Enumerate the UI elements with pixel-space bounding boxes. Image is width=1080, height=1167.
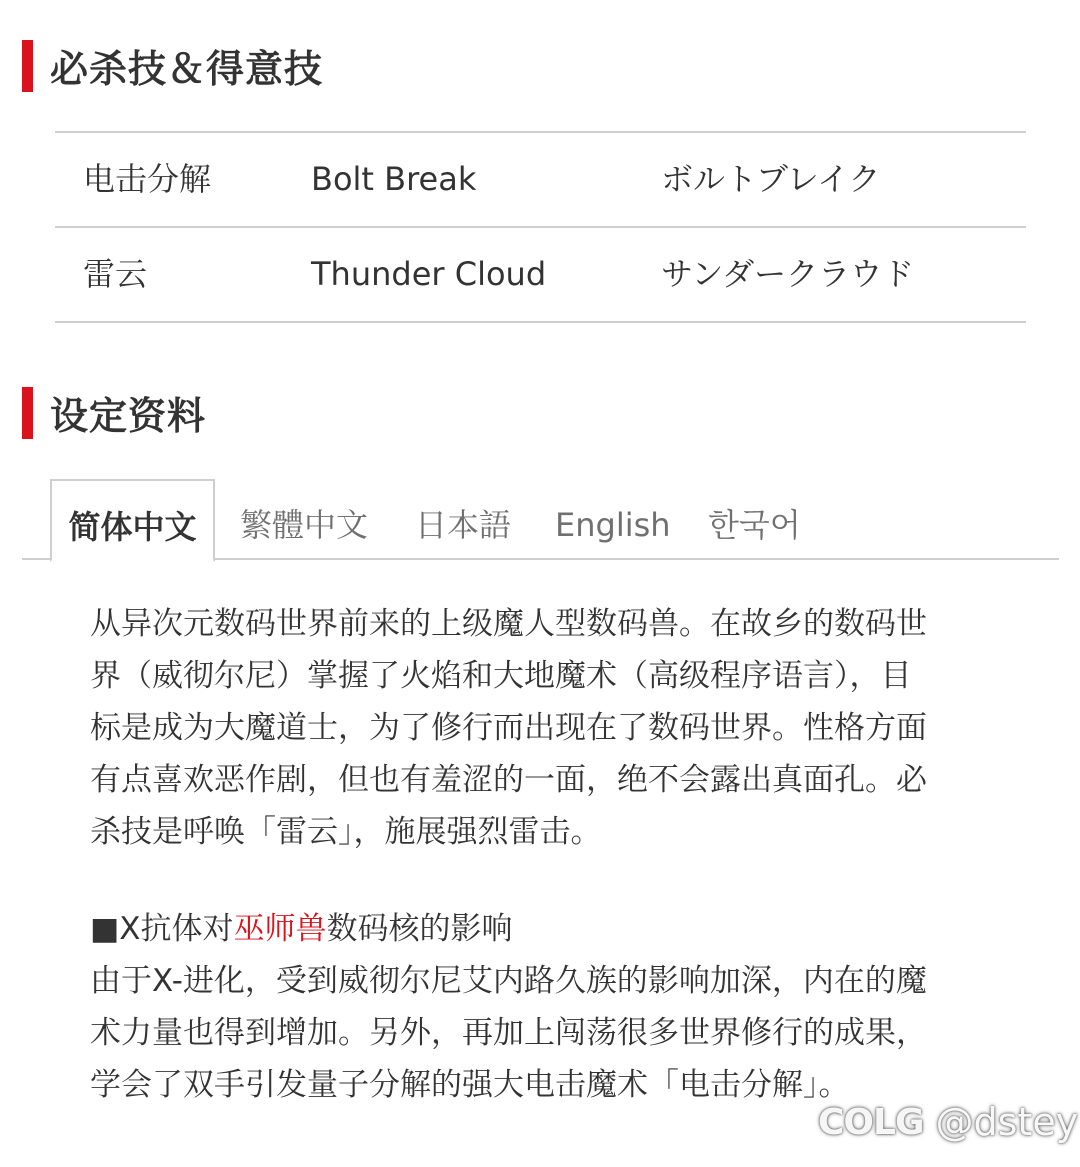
skills-section-heading xyxy=(22,38,323,93)
description-line: 杀技是呼唤「雷云」，施展强烈雷击。 xyxy=(90,814,602,850)
watermark-logo: COLG xyxy=(818,1101,924,1143)
skill-row xyxy=(55,133,1026,228)
description-line: 界（威彻尔尼）掌握了火焰和大地魔术（高级程序语言），目 xyxy=(90,658,912,694)
language-tabs xyxy=(22,479,1059,560)
tab-simplified-chinese[interactable]: 简体中文 xyxy=(50,479,215,562)
description-line: 标是成为大魔道士，为了修行而出现在了数码世界。性格方面 xyxy=(90,710,927,746)
skill-name-en: Bolt Break xyxy=(311,160,477,198)
x-antibody-line: 学会了双手引发量子分解的强大电击魔术「电击分解」。 xyxy=(90,1067,850,1103)
skill-name-jp: ボルトブレイク xyxy=(661,160,881,198)
wizardmon-link[interactable]: 巫师兽 xyxy=(233,911,327,947)
tab-japanese[interactable]: 日本語 xyxy=(415,506,512,544)
x-antibody-heading xyxy=(90,903,513,955)
skill-name-en: Thunder Cloud xyxy=(311,255,547,293)
x-antibody-prefix: ■X抗体对 xyxy=(90,911,234,947)
tab-english[interactable]: English xyxy=(555,506,671,544)
x-antibody-suffix: 数码核的影响 xyxy=(326,911,513,947)
description-line: 有点喜欢恶作剧，但也有羞涩的一面，绝不会露出真面孔。必 xyxy=(90,762,927,798)
x-antibody-line: 由于X-进化，受到威彻尔尼艾内路久族的影响加深，内在的魔 xyxy=(90,963,927,999)
section-accent-bar xyxy=(22,387,33,439)
x-antibody-description xyxy=(90,955,990,1111)
skill-name-cn: 电击分解 xyxy=(83,160,212,198)
skill-name-cn: 雷云 xyxy=(83,255,148,293)
tab-korean[interactable]: 한국어 xyxy=(708,506,801,544)
skill-row xyxy=(55,228,1026,323)
skills-table xyxy=(55,131,1026,323)
skill-name-jp: サンダークラウド xyxy=(661,255,915,293)
profile-section-title: 设定资料 xyxy=(50,394,207,438)
description-line: 从异次元数码世界前来的上级魔人型数码兽。在故乡的数码世 xyxy=(90,606,927,642)
x-antibody-line: 术力量也得到增加。另外，再加上闯荡很多世界修行的成果， xyxy=(90,1015,927,1051)
watermark xyxy=(818,1100,1078,1144)
section-accent-bar xyxy=(22,40,33,92)
profile-section-heading xyxy=(22,385,206,440)
profile-description xyxy=(90,598,990,858)
watermark-user: @dstey xyxy=(935,1100,1079,1144)
tab-traditional-chinese[interactable]: 繁體中文 xyxy=(240,506,369,544)
skills-section-title: 必杀技＆得意技 xyxy=(50,47,324,91)
